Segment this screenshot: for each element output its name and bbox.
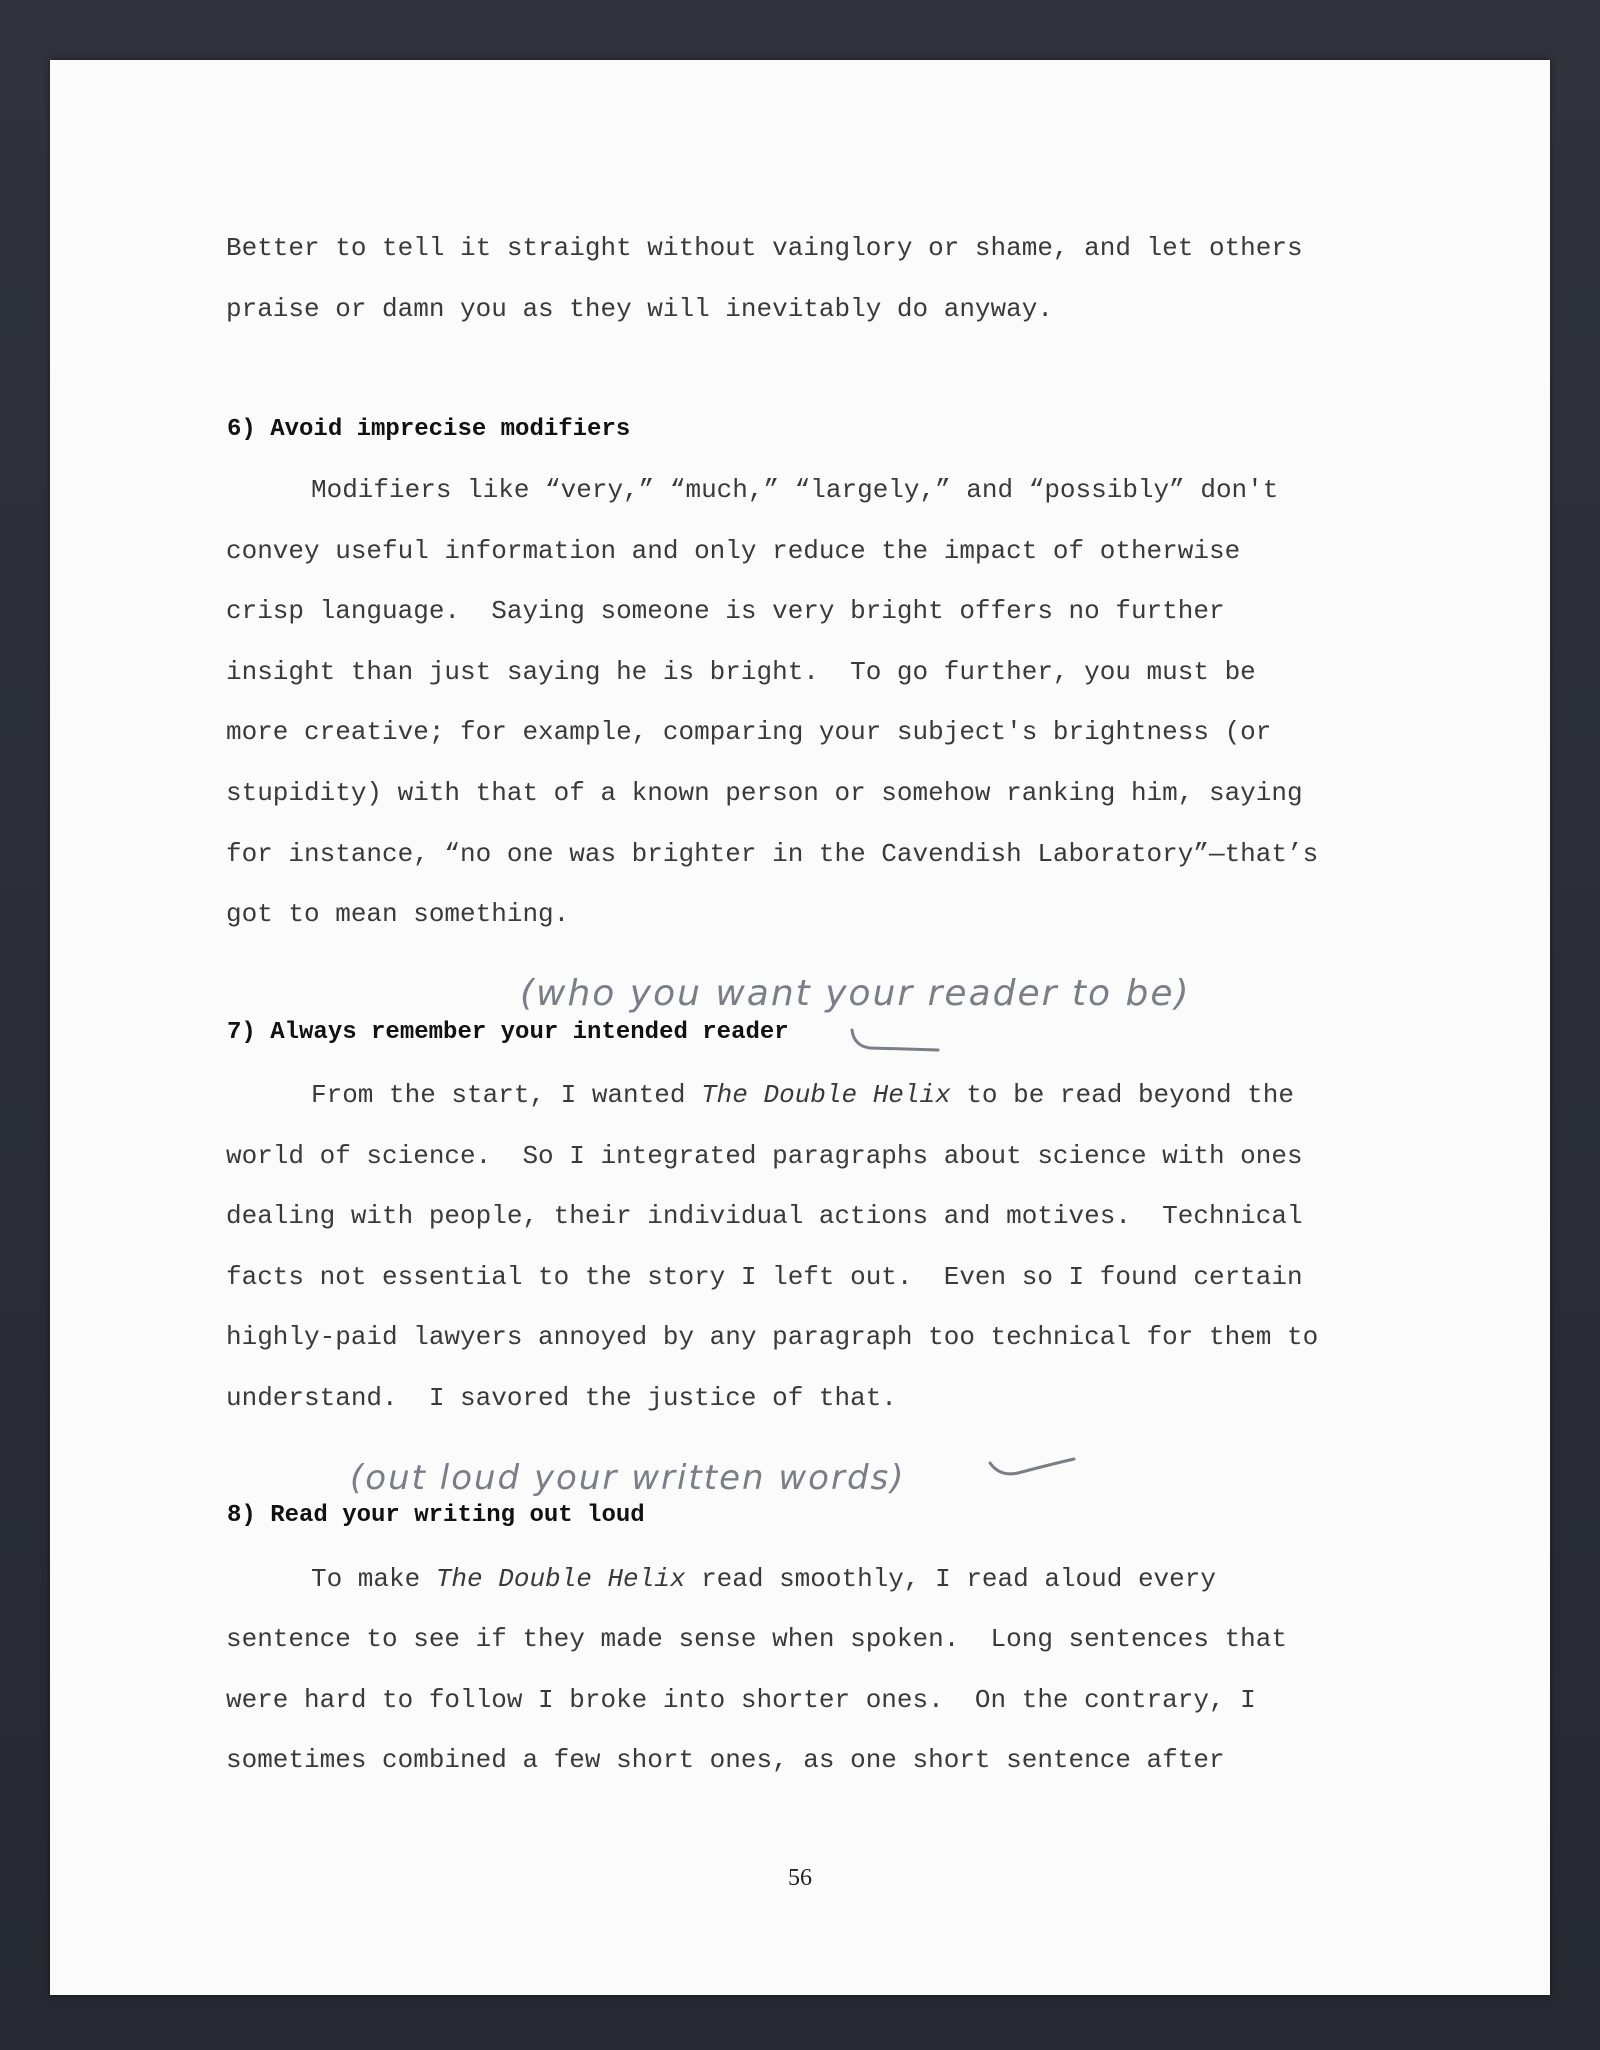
text-segment: To make: [311, 1564, 436, 1594]
handwritten-note-8: (out loud your written words): [350, 1458, 906, 1498]
text-line: [311, 1564, 1511, 1594]
handwritten-caret-mark: [988, 1455, 1078, 1485]
handwritten-note-7: (who you want your reader to be): [520, 973, 1191, 1014]
text-line: sometimes combined a few short ones, as one short sentence after: [226, 1745, 1225, 1775]
text-line: crisp language. Saying someone is very bright offers no further: [226, 596, 1225, 626]
text-line: Modifiers like “very,” “much,” “largely,” and “possibly” don't: [311, 475, 1279, 505]
text-line: dealing with people, their individual actions and motives. Technical: [226, 1201, 1303, 1231]
text-line: more creative; for example, comparing your subject's brightness (or: [226, 717, 1272, 747]
handwritten-caret-mark: [850, 1028, 940, 1058]
text-line: got to mean something.: [226, 899, 570, 929]
text-line: stupidity) with that of a known person or somehow ranking him, saying: [226, 778, 1303, 808]
text-line: world of science. So I integrated paragraphs about science with ones: [226, 1141, 1303, 1171]
section-6-heading: 6) Avoid imprecise modifiers: [227, 416, 631, 443]
document-page: [50, 60, 1550, 1995]
book-title: The Double Helix: [701, 1080, 951, 1110]
text-line: understand. I savored the justice of that.: [226, 1383, 897, 1413]
section-7-heading: 7) Always remember your intended reader: [227, 1019, 789, 1046]
text-line: convey useful information and only reduce the impact of otherwise: [226, 536, 1241, 566]
text-line: facts not essential to the story I left out. Even so I found certain: [226, 1262, 1303, 1292]
text-segment: From the start, I wanted: [311, 1080, 702, 1110]
text-line: insight than just saying he is bright. To go further, you must be: [226, 657, 1256, 687]
text-line: [311, 1080, 1511, 1110]
text-line: Better to tell it straight without vainglory or shame, and let others: [226, 233, 1303, 263]
text-line: sentence to see if they made sense when spoken. Long sentences that: [226, 1624, 1287, 1654]
text-segment: read smoothly, I read aloud every: [685, 1564, 1216, 1594]
section-8-heading: 8) Read your writing out loud: [227, 1502, 645, 1529]
text-segment: to be read beyond the: [950, 1080, 1294, 1110]
text-line: highly-paid lawyers annoyed by any paragraph too technical for them to: [226, 1322, 1319, 1352]
text-line: were hard to follow I broke into shorter ones. On the contrary, I: [226, 1685, 1256, 1715]
text-line: for instance, “no one was brighter in the Cavendish Laboratory”—that’s: [226, 839, 1319, 869]
page-number: 56: [788, 1865, 812, 1891]
text-line: praise or damn you as they will inevitably do anyway.: [226, 294, 1053, 324]
book-title: The Double Helix: [435, 1564, 686, 1594]
